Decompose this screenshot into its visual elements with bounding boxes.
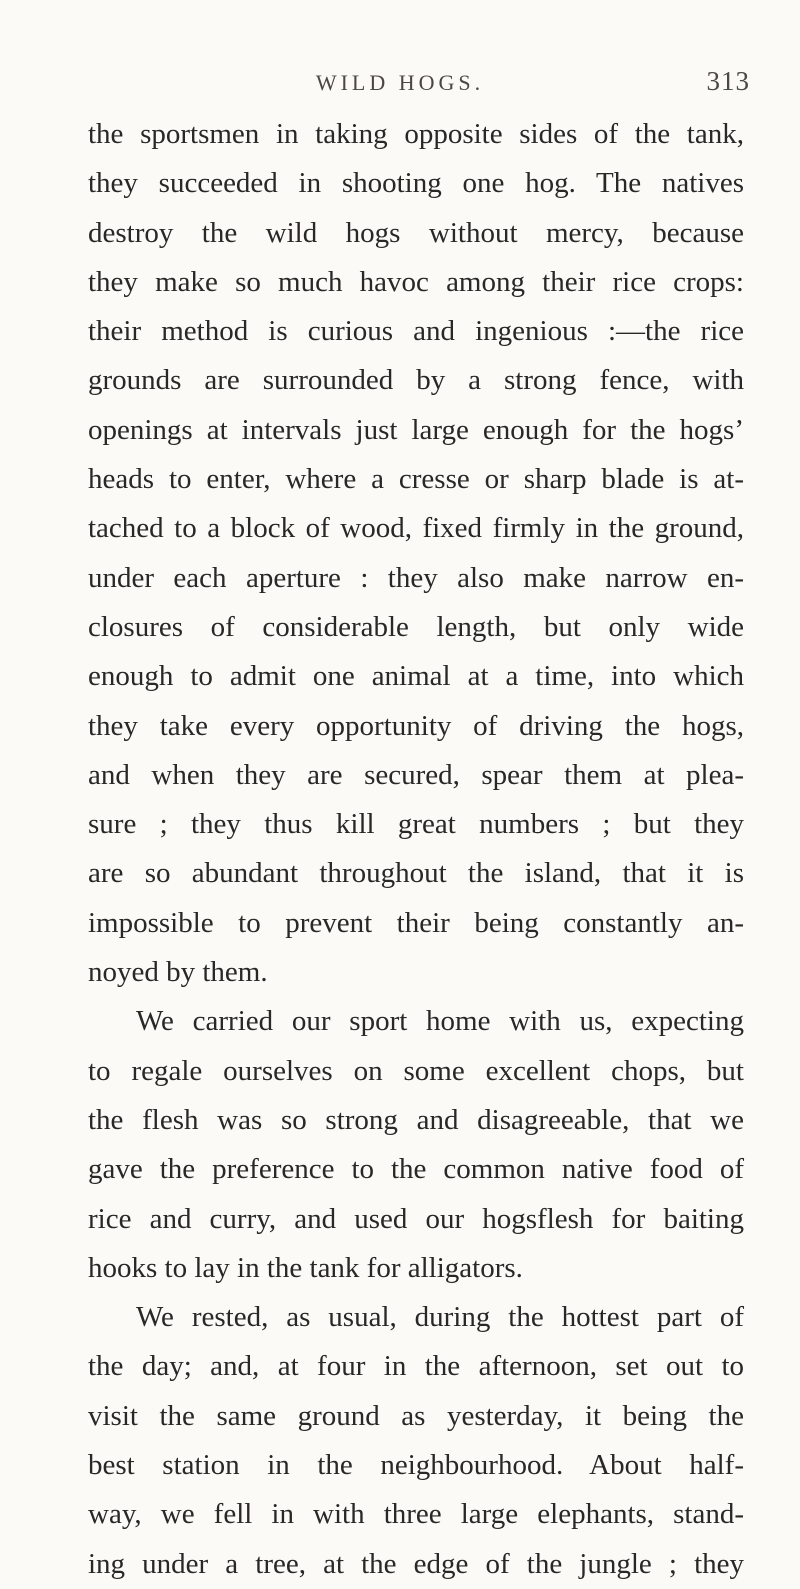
running-head [0, 62, 800, 102]
text-line: openings at intervals just large enough for the hogs’ [88, 413, 744, 446]
text-line: enough to admit one animal at a time, into which [88, 660, 744, 693]
text-line: grounds are surrounded by a strong fence, with [88, 364, 744, 397]
text-line: best station in the neighbourhood. About half- [88, 1449, 744, 1482]
running-title: WILD HOGS. [315, 70, 485, 95]
text-line: way, we fell in with three large elephants, stand- [88, 1498, 744, 1531]
text-line-paragraph-start: We carried our sport home with us, expecting [136, 1005, 744, 1038]
text-line: heads to enter, where a cresse or sharp blade is at- [88, 463, 744, 496]
text-line: they make so much havoc among their rice crops: [88, 265, 744, 298]
text-line: under each aperture : they also make narrow en- [88, 561, 744, 594]
text-line: the day; and, at four in the afternoon, set out to [88, 1350, 744, 1383]
text-line: the flesh was so strong and disagreeable, that we [88, 1103, 744, 1136]
text-line: ing under a tree, at the edge of the jungle ; they [88, 1547, 744, 1580]
text-line: rice and curry, and used our hogsflesh for baiting [88, 1202, 744, 1235]
body-text [88, 110, 744, 1589]
text-line: destroy the wild hogs without mercy, because [88, 216, 744, 249]
text-line: are so abundant throughout the island, that it is [88, 857, 744, 890]
text-line-paragraph-end: hooks to lay in the tank for alligators. [88, 1251, 523, 1284]
text-line: gave the preference to the common native food of [88, 1153, 744, 1186]
text-line: visit the same ground as yesterday, it being the [88, 1399, 744, 1432]
text-line: closures of considerable length, but only wide [88, 610, 744, 643]
text-line: the sportsmen in taking opposite sides of the tank, [88, 118, 744, 150]
text-line: sure ; they thus kill great numbers ; but they [88, 808, 744, 841]
text-line: tached to a block of wood, fixed firmly in the ground, [88, 512, 744, 545]
text-line: they succeeded in shooting one hog. The natives [88, 167, 744, 200]
text-line-paragraph-start: We rested, as usual, during the hottest part of [136, 1301, 744, 1334]
text-line: and when they are secured, spear them at plea- [88, 758, 744, 791]
page-number: 313 [706, 66, 750, 96]
text-line: to regale ourselves on some excellent chops, but [88, 1054, 744, 1087]
text-line: they take every opportunity of driving the hogs, [88, 709, 744, 742]
text-line: their method is curious and ingenious :—the rice [88, 315, 744, 348]
text-line-paragraph-end: noyed by them. [88, 956, 268, 989]
text-line: impossible to prevent their being constantly an- [88, 906, 744, 939]
